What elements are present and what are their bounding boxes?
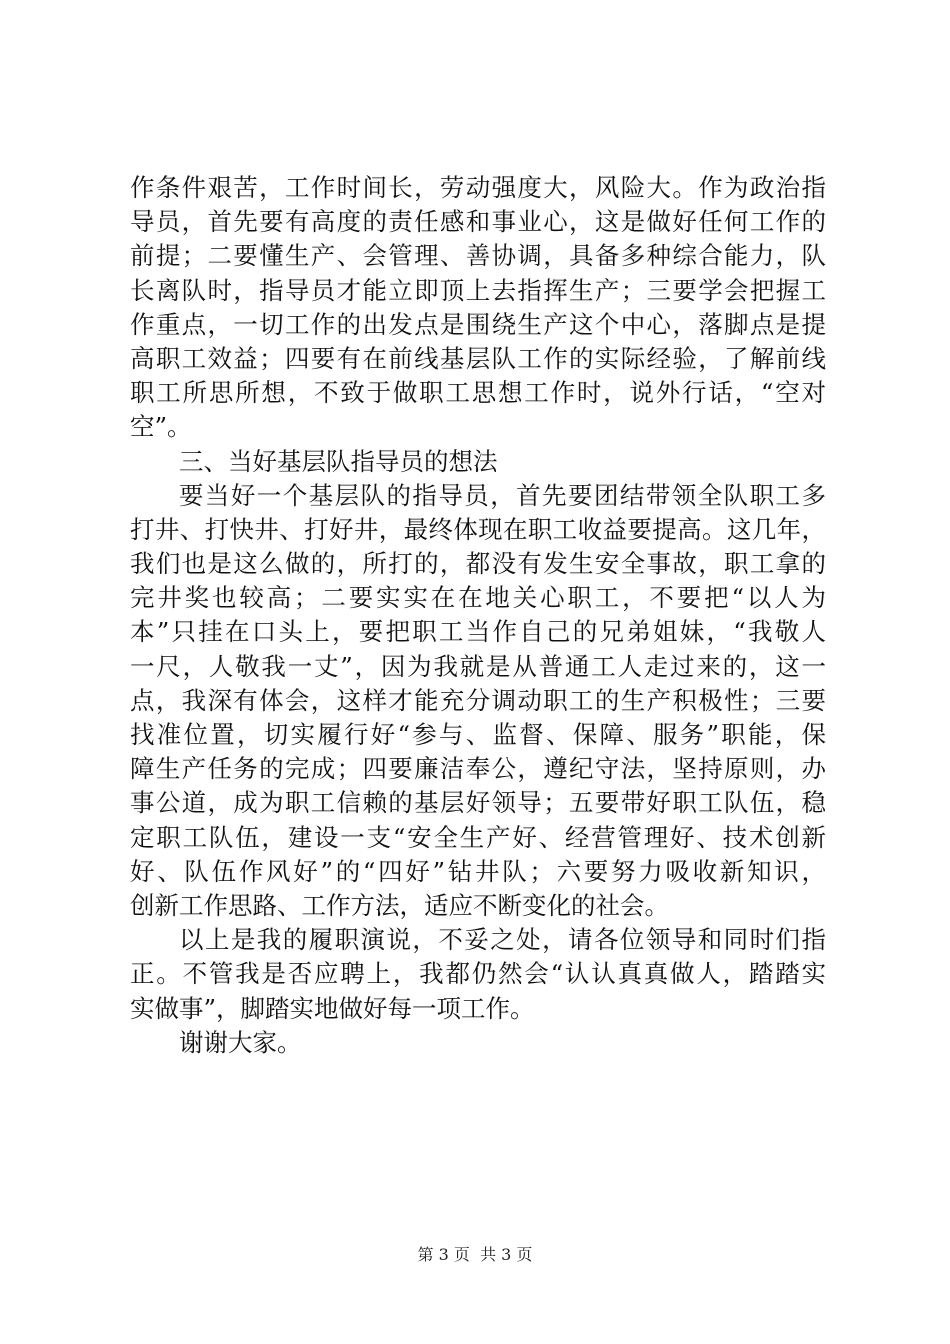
text-line: 长离队时，指导员才能立即顶上去指挥生产；三要学会把握工	[130, 275, 826, 305]
text-line: 导员，首先要有高度的责任感和事业心，这是做好任何工作的	[130, 207, 826, 237]
text-line: 实做事”，脚踏实地做好每一项工作。	[130, 993, 535, 1023]
text-line: 职工所思所想，不致于做职工思想工作时，说外行话，“空对	[130, 378, 826, 408]
text-line: 作条件艰苦，工作时间长，劳动强度大，风险大。作为政治指	[130, 173, 826, 202]
document-body	[130, 171, 826, 1060]
section-heading: 三、当好基层队指导员的想法	[179, 446, 498, 476]
text-line: 打井、打快井、打好井，最终体现在职工收益要提高。这几年，	[130, 514, 826, 544]
text-line: 要当好一个基层队的指导员，首先要团结带领全队职工多	[179, 480, 826, 510]
page-number-label: 第 3 页 共 3 页	[417, 1245, 533, 1264]
text-line: 定职工队伍，建设一支“安全生产好、经营管理好、技术创新	[130, 822, 826, 852]
text-line: 找准位置，切实履行好“参与、监督、保障、服务”职能，保	[130, 720, 826, 749]
text-line: 正。不管我是否应聘上，我都仍然会“认认真真做人，踏踏实	[130, 959, 826, 989]
text-line: 事公道，成为职工信赖的基层好领导；五要带好职工队伍，稳	[130, 788, 826, 818]
text-line: 本”只挂在口头上，要把职工当作自己的兄弟姐妹，“我敬人	[130, 617, 826, 647]
text-line: 点，我深有体会，这样才能充分调动职工的生产积极性；三要	[130, 685, 826, 715]
text-line: 我们也是这么做的，所打的，都没有发生安全事故，职工拿的	[130, 549, 826, 579]
text-line: 障生产任务的完成；四要廉洁奉公，遵纪守法，坚持原则，办	[130, 754, 826, 784]
text-line: 空”。	[130, 412, 192, 442]
text-line: 高职工效益；四要有在前线基层队工作的实际经验，了解前线	[130, 343, 826, 373]
closing-line: 谢谢大家。	[179, 1027, 302, 1057]
text-line: 创新工作思路、工作方法，适应不断变化的社会。	[130, 890, 669, 920]
page-footer	[0, 1243, 950, 1267]
text-line: 好、队伍作风好”的“四好”钻井队；六要努力吸收新知识，	[130, 856, 826, 886]
text-line: 一尺，人敬我一丈”，因为我就是从普通工人走过来的，这一	[130, 651, 826, 681]
text-line: 前提；二要懂生产、会管理、善协调，具备多种综合能力，队	[130, 241, 826, 271]
text-line: 作重点，一切工作的出发点是围绕生产这个中心，落脚点是提	[130, 309, 826, 339]
text-line: 完井奖也较高；二要实实在在地关心职工，不要把“以人为	[130, 583, 826, 613]
text-line: 以上是我的履职演说，不妥之处，请各位领导和同时们指	[179, 925, 826, 955]
